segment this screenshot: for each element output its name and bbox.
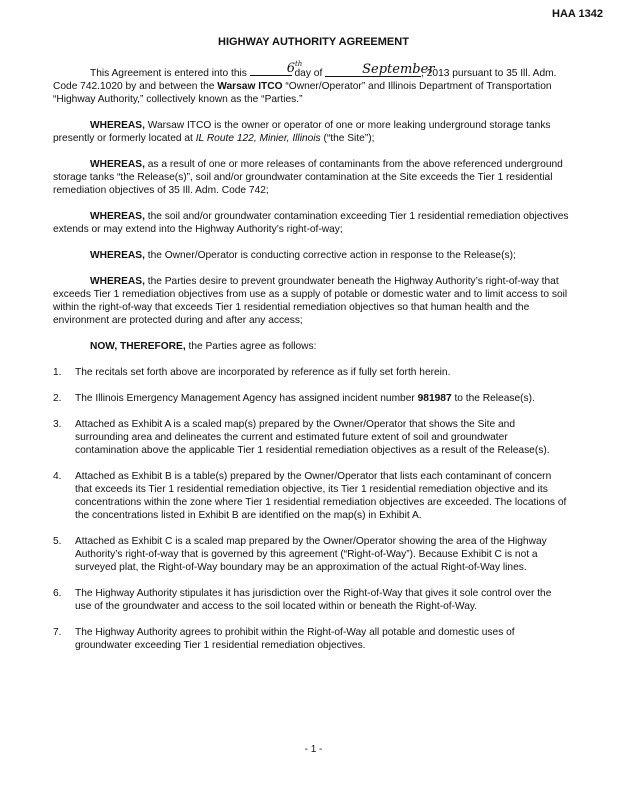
owner-name: Warsaw ITCO — [217, 81, 283, 92]
document-title: HIGHWAY AUTHORITY AGREEMENT — [218, 36, 409, 48]
whereas-text: the Parties desire to prevent groundwater beneath the Highway Authority’s right-of-way that exceeds Tier 1 remediation objectives from use as a supply of potable or domestic water and to limit access to soil within the right-of-way that exceeds Tier 1 residential remediation objectives so that human health and the environment are protected during and after any access; — [53, 276, 568, 326]
item-number: 2. — [53, 393, 62, 404]
item-number: 4. — [53, 471, 62, 482]
document-body — [53, 62, 569, 652]
whereas-lead: WHEREAS, — [90, 159, 145, 170]
whereas-lead: WHEREAS, — [90, 276, 145, 287]
item-text: Attached as Exhibit C is a scaled map prepared by the Owner/Operator showing the area of the Highway Authority’s right-of-way that is governed by this agreement (“Right-of-Way”). Because Exhibit C is not a surveyed plat, the Right-of-Way boundary may be an approximation of the actual Right-of-Way lines. — [75, 536, 547, 573]
list-item — [53, 392, 569, 405]
whereas-5 — [53, 275, 569, 327]
now-therefore-text: the Parties agree as follows: — [185, 341, 317, 352]
item-number: 7. — [53, 627, 62, 638]
item-text: to the Release(s). — [451, 393, 535, 404]
whereas-3 — [53, 210, 569, 236]
site-location: IL Route 122, Minier, Illinois — [195, 133, 321, 144]
day-value: 6 — [286, 61, 295, 76]
item-text: Attached as Exhibit A is a scaled map(s) prepared by the Owner/Operator that shows the Site and surrounding area and delineates the current and estimated future extent of soil and groundwater contamination above the applicable Tier 1 residential remediation objectives as a result of the Release(s). — [75, 419, 550, 456]
item-text: Attached as Exhibit B is a table(s) prepared by the Owner/Operator that lists each contaminant of concern that exceeds its Tier 1 residential remediation objective, its Tier 1 residential remediation objective and its concentrations within the zone where Tier 1 residential remediation objectives are exceeded. The locations of the concentrations listed in Exhibit B are identified on the map(s) in Exhibit A. — [75, 471, 567, 521]
intro-text-4: “Owner/Operator” and Illinois Department of Transportation “Highway Authority,” collectively known as the “Parties.” — [53, 81, 552, 105]
whereas-1 — [53, 119, 569, 145]
page-number: - 1 - — [304, 744, 323, 755]
item-number: 1. — [53, 367, 62, 378]
list-item — [53, 470, 569, 522]
whereas-text: Warsaw ITCO is the owner or operator of one or more leaking underground storage tanks presently or formerly located at — [53, 120, 551, 144]
handwritten-day — [250, 58, 303, 76]
item-text: The Highway Authority agrees to prohibit within the Right-of-Way all potable and domestic uses of groundwater exceeding Tier 1 residential remediation objectives. — [75, 627, 515, 651]
list-item — [53, 587, 569, 613]
now-therefore-lead: NOW, THEREFORE, — [90, 341, 186, 352]
item-text: The Highway Authority stipulates it has jurisdiction over the Right-of-Way that gives it sole control over the use of the groundwater and access to the soil located within or beneath the Right-of-Way. — [75, 588, 552, 612]
intro-text-1: This Agreement is entered into this — [90, 68, 250, 79]
incident-number: 981987 — [417, 393, 452, 404]
intro-text-3: , 2013 pursuant to 35 Ill. Adm. Code 742.1020 by and between the — [53, 68, 557, 92]
whereas-text: (“the Site”); — [320, 133, 375, 144]
document-number: HAA 1342 — [552, 8, 603, 20]
item-text: The Illinois Emergency Management Agency has assigned incident number — [75, 393, 418, 404]
item-text: The recitals set forth above are incorporated by reference as if fully set forth herein. — [75, 367, 451, 378]
whereas-lead: WHEREAS, — [90, 250, 145, 261]
day-suffix: th — [294, 60, 303, 68]
whereas-text: as a result of one or more releases of contaminants from the above referenced underground storage tanks “the Release(s)”, soil and/or groundwater contamination at the Site exceeds the Tier 1 residential remediation objectives of 35 Ill. Adm. Code 742; — [53, 159, 563, 196]
handwritten-month: September — [325, 64, 421, 77]
item-number: 6. — [53, 588, 62, 599]
whereas-2 — [53, 158, 569, 197]
intro-paragraph — [53, 62, 569, 106]
whereas-lead: WHEREAS, — [90, 120, 145, 131]
now-therefore — [53, 340, 569, 353]
whereas-lead: WHEREAS, — [90, 211, 145, 222]
list-item — [53, 535, 569, 574]
whereas-text: the soil and/or groundwater contamination exceeding Tier 1 residential remediation objectives extends or may extend into the Highway Authority’s right-of-way; — [53, 211, 569, 235]
item-number: 5. — [53, 536, 62, 547]
list-item — [53, 418, 569, 457]
intro-text-2: day of — [291, 68, 326, 79]
item-number: 3. — [53, 419, 62, 430]
list-item — [53, 366, 569, 379]
whereas-4 — [53, 249, 569, 262]
list-item — [53, 626, 569, 652]
whereas-text: the Owner/Operator is conducting corrective action in response to the Release(s); — [144, 250, 516, 261]
